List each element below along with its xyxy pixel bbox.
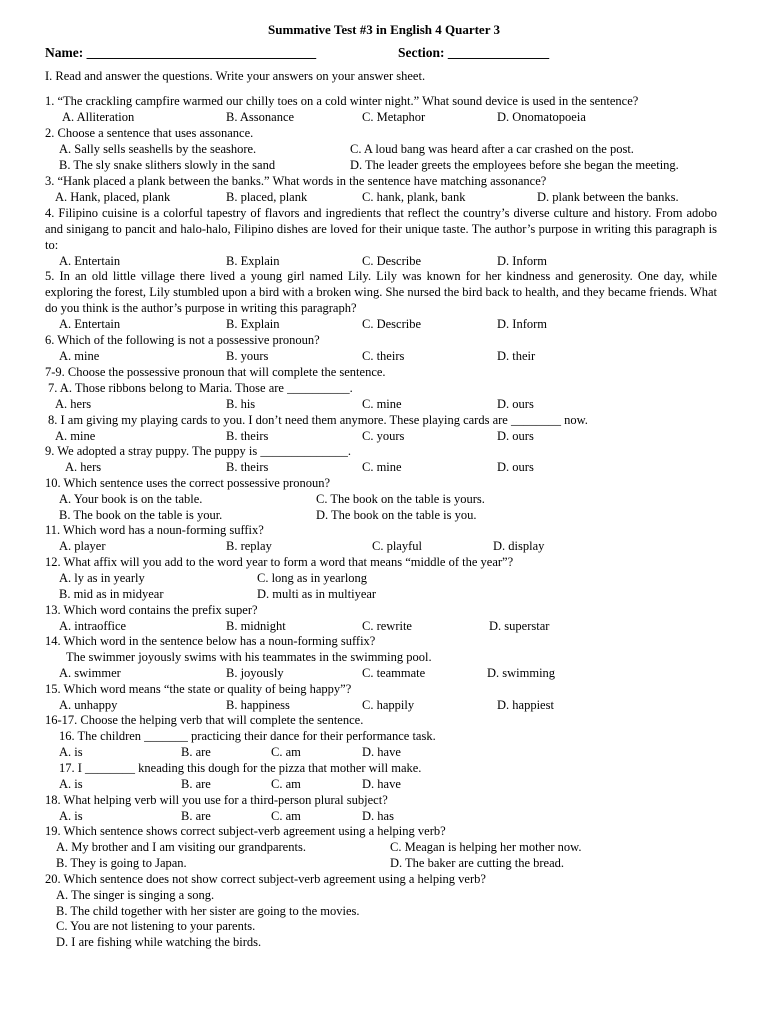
- q13-option-d: D. superstar: [489, 619, 550, 633]
- instructions: I. Read and answer the questions. Write your answers on your answer sheet.: [45, 69, 426, 83]
- q20-option-a: A. The singer is singing a song.: [56, 888, 215, 902]
- test-title: Summative Test #3 in English 4 Quarter 3: [268, 22, 500, 37]
- q16-option-b: B. are: [181, 745, 211, 759]
- question-4: 4. Filipino cuisine is a colorful tapestry of flavors and ingredients that reflect the country’s diverse culture and history. From adobo and sinigang to pancit and halo-halo, Filipino dishes are loved for their unique taste. The author’s purpose in writing this paragraph is to:: [45, 206, 717, 252]
- q11-option-d: D. display: [493, 539, 545, 553]
- q17-option-a: A. is: [59, 777, 83, 791]
- q8-option-b: B. theirs: [226, 429, 269, 443]
- q8-option-d: D. ours: [497, 429, 534, 443]
- q11-option-a: A. player: [59, 539, 106, 553]
- q16-option-d: D. have: [362, 745, 401, 759]
- question-11: 11. Which word has a noun-forming suffix?: [45, 523, 264, 537]
- q8-option-c: C. yours: [362, 429, 405, 443]
- question-15: 15. Which word means “the state or quality of being happy”?: [45, 682, 352, 696]
- q6-option-a: A. mine: [59, 349, 100, 363]
- q15-option-b: B. happiness: [226, 698, 290, 712]
- q17-option-c: C. am: [271, 777, 301, 791]
- q13-option-a: A. intraoffice: [59, 619, 127, 633]
- q9-option-c: C. mine: [362, 460, 402, 474]
- q3-option-d: D. plank between the banks.: [537, 190, 679, 204]
- q15-option-d: D. happiest: [497, 698, 554, 712]
- q19-option-d: D. The baker are cutting the bread.: [390, 856, 564, 870]
- q19-option-c: C. Meagan is helping her mother now.: [390, 840, 582, 854]
- q8-option-a: A. mine: [55, 429, 96, 443]
- q18-option-b: B. are: [181, 809, 211, 823]
- q4-option-d: D. Inform: [497, 254, 547, 268]
- question-10: 10. Which sentence uses the correct possessive pronoun?: [45, 476, 331, 490]
- q12-option-b: B. mid as in midyear: [59, 587, 164, 601]
- q9-option-b: B. theirs: [226, 460, 269, 474]
- question-19: 19. Which sentence shows correct subject-verb agreement using a helping verb?: [45, 824, 446, 838]
- q5-option-c: C. Describe: [362, 317, 422, 331]
- q13-option-b: B. midnight: [226, 619, 286, 633]
- q18-option-a: A. is: [59, 809, 83, 823]
- q1-option-d: D. Onomatopoeia: [497, 110, 586, 124]
- q1-option-a: A. Alliteration: [62, 110, 135, 124]
- q9-option-a: A. hers: [65, 460, 102, 474]
- question-17: 17. I ________ kneading this dough for the pizza that mother will make.: [59, 761, 422, 775]
- name-field-label: Name: __________________________________: [45, 45, 317, 60]
- q3-option-c: C. hank, plank, bank: [362, 190, 466, 204]
- q20-option-b: B. The child together with her sister are going to the movies.: [56, 904, 360, 918]
- q10-option-d: D. The book on the table is you.: [316, 508, 477, 522]
- q20-option-c: C. You are not listening to your parents.: [56, 919, 256, 933]
- q1-option-b: B. Assonance: [226, 110, 295, 124]
- q5-option-a: A. Entertain: [59, 317, 121, 331]
- q13-option-c: C. rewrite: [362, 619, 412, 633]
- q4-option-a: A. Entertain: [59, 254, 121, 268]
- q4-option-c: C. Describe: [362, 254, 422, 268]
- section-field-label: Section: _______________: [398, 45, 550, 60]
- q7-option-b: B. his: [226, 397, 256, 411]
- q16-option-a: A. is: [59, 745, 83, 759]
- q11-option-b: B. replay: [226, 539, 272, 553]
- question-12: 12. What affix will you add to the word year to form a word that means “middle of the year”?: [45, 555, 514, 569]
- q18-option-d: D. has: [362, 809, 394, 823]
- question-9: 9. We adopted a stray puppy. The puppy is ______________.: [45, 444, 352, 458]
- q7-option-c: C. mine: [362, 397, 402, 411]
- directions-7-9: 7-9. Choose the possessive pronoun that will complete the sentence.: [45, 365, 386, 379]
- q14-option-c: C. teammate: [362, 666, 426, 680]
- question-16: 16. The children _______ practicing their dance for their performance task.: [59, 729, 436, 743]
- q6-option-c: C. theirs: [362, 349, 405, 363]
- q15-option-a: A. unhappy: [59, 698, 118, 712]
- q18-option-c: C. am: [271, 809, 301, 823]
- question-3: 3. “Hank placed a plank between the banks.” What words in the sentence have matching assonance?: [45, 174, 547, 188]
- q16-option-c: C. am: [271, 745, 301, 759]
- question-6: 6. Which of the following is not a possessive pronoun?: [45, 333, 320, 347]
- q14-sentence: The swimmer joyously swims with his teammates in the swimming pool.: [66, 650, 432, 664]
- q9-option-d: D. ours: [497, 460, 534, 474]
- q2-option-b: B. The sly snake slithers slowly in the sand: [59, 158, 276, 172]
- q2-option-a: A. Sally sells seashells by the seashore.: [59, 142, 257, 156]
- q4-option-b: B. Explain: [226, 254, 280, 268]
- q17-option-d: D. have: [362, 777, 401, 791]
- q10-option-c: C. The book on the table is yours.: [316, 492, 485, 506]
- q7-option-a: A. hers: [55, 397, 92, 411]
- question-18: 18. What helping verb will you use for a third-person plural subject?: [45, 793, 388, 807]
- q12-option-a: A. ly as in yearly: [59, 571, 145, 585]
- q2-option-c: C. A loud bang was heard after a car crashed on the post.: [350, 142, 634, 156]
- q19-option-a: A. My brother and I am visiting our grandparents.: [56, 840, 306, 854]
- question-2: 2. Choose a sentence that uses assonance.: [45, 126, 254, 140]
- question-13: 13. Which word contains the prefix super?: [45, 603, 258, 617]
- q10-option-b: B. The book on the table is your.: [59, 508, 223, 522]
- q1-option-c: C. Metaphor: [362, 110, 426, 124]
- q3-option-b: B. placed, plank: [226, 190, 308, 204]
- q6-option-b: B. yours: [226, 349, 269, 363]
- q19-option-b: B. They is going to Japan.: [56, 856, 187, 870]
- question-7: 7. A. Those ribbons belong to Maria. Those are __________.: [48, 381, 353, 395]
- q14-option-d: D. swimming: [487, 666, 556, 680]
- q15-option-c: C. happily: [362, 698, 415, 712]
- q14-option-a: A. swimmer: [59, 666, 121, 680]
- q7-option-d: D. ours: [497, 397, 534, 411]
- question-20: 20. Which sentence does not show correct subject-verb agreement using a helping verb?: [45, 872, 486, 886]
- q6-option-d: D. their: [497, 349, 536, 363]
- q3-option-a: A. Hank, placed, plank: [55, 190, 171, 204]
- q11-option-c: C. playful: [372, 539, 422, 553]
- q17-option-b: B. are: [181, 777, 211, 791]
- q20-option-d: D. I are fishing while watching the birds.: [56, 935, 262, 949]
- question-14: 14. Which word in the sentence below has a noun-forming suffix?: [45, 634, 376, 648]
- q12-option-c: C. long as in yearlong: [257, 571, 368, 585]
- q5-option-b: B. Explain: [226, 317, 280, 331]
- q12-option-d: D. multi as in multiyear: [257, 587, 377, 601]
- directions-16-17: 16-17. Choose the helping verb that will complete the sentence.: [45, 713, 364, 727]
- question-1: 1. “The crackling campfire warmed our chilly toes on a cold winter night.” What sound device is used in the sentence?: [45, 94, 639, 108]
- q10-option-a: A. Your book is on the table.: [59, 492, 203, 506]
- question-5: 5. In an old little village there lived a young girl named Lily. Lily was known for her kindness and generosity. One day, while exploring the forest, Lily stumbled upon a bird with a broken wing. She nursed the bird back to health, and they became friends. What do you think is the author’s purpose in writing this paragraph?: [45, 269, 717, 315]
- q5-option-d: D. Inform: [497, 317, 547, 331]
- q14-option-b: B. joyously: [226, 666, 284, 680]
- question-8: 8. I am giving my playing cards to you. I don’t need them anymore. These playing cards are ________ now.: [48, 413, 588, 427]
- q2-option-d: D. The leader greets the employees before she began the meeting.: [350, 158, 679, 172]
